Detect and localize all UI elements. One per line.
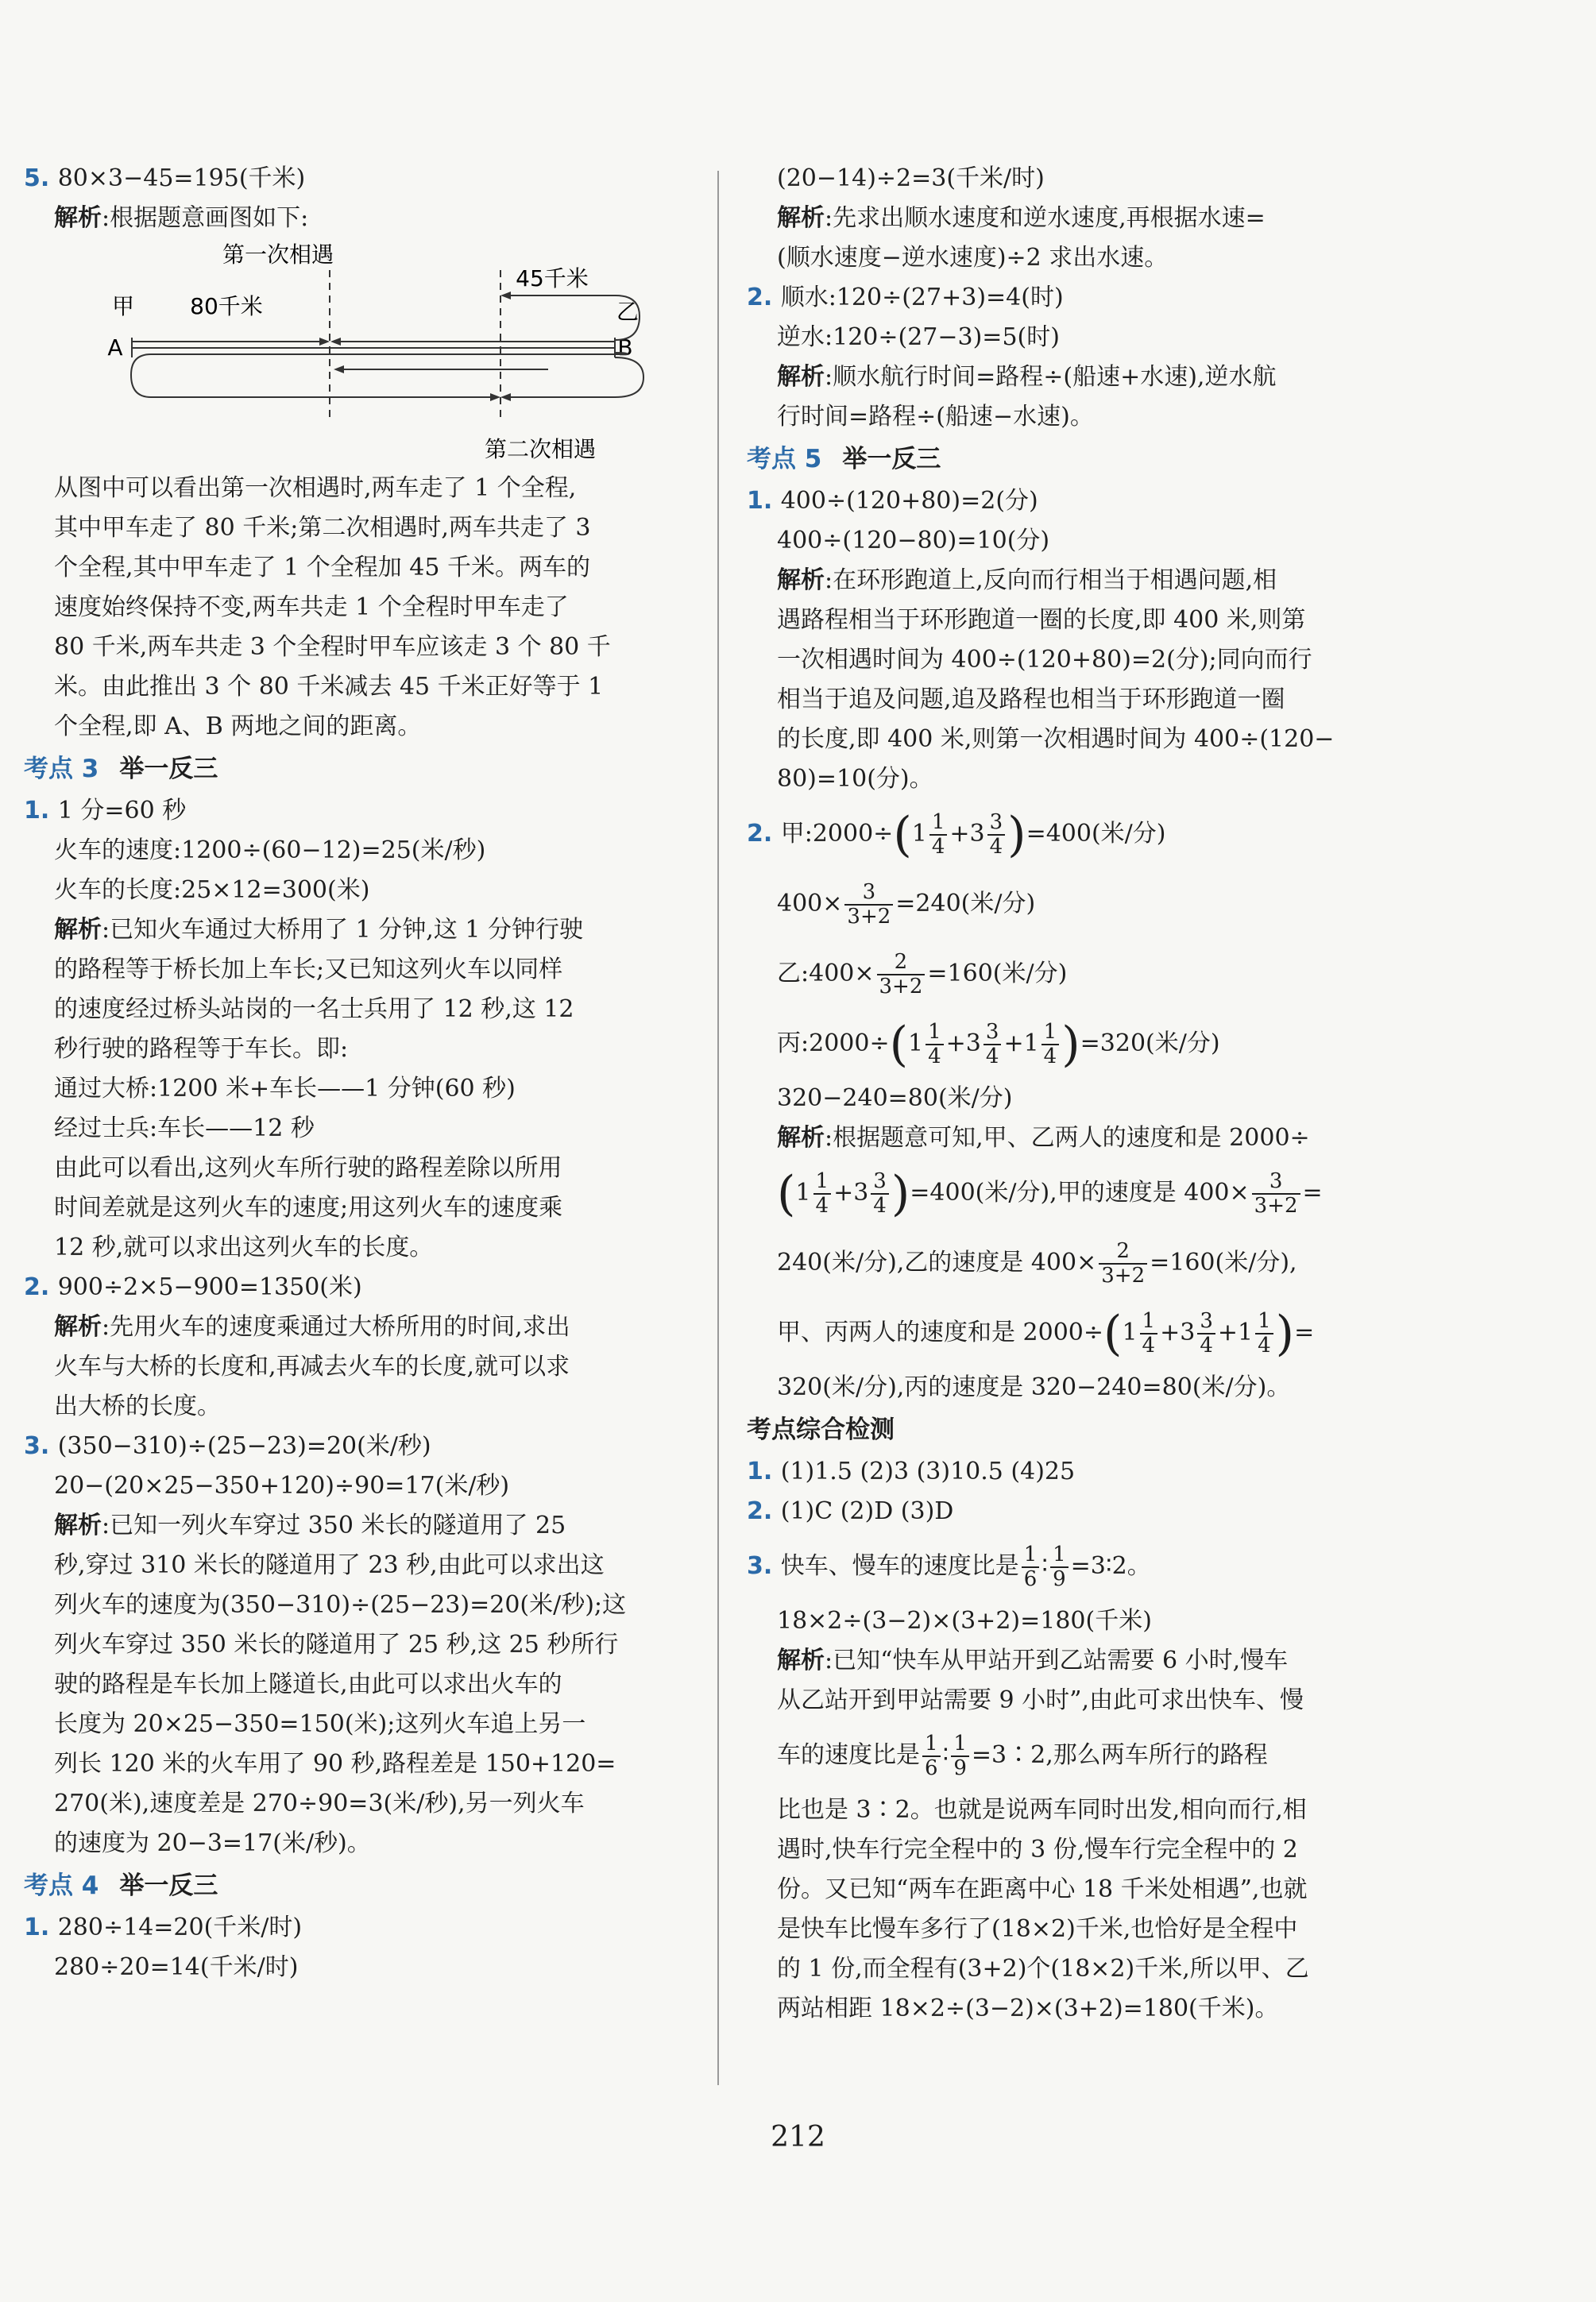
bracket-left: ( — [893, 807, 912, 863]
fraction-line — [747, 1158, 1418, 1228]
q5-analysis-intro — [24, 199, 703, 238]
denominator: 4 — [989, 835, 1003, 859]
point-a-label: A — [107, 334, 123, 361]
text-line: 长度为 20×25−350=150(米);这列火车追上另一 — [54, 1710, 586, 1738]
bracket-right: ) — [1061, 1017, 1080, 1072]
text-run: =160(米/分) — [927, 960, 1068, 987]
whole-part: 3 — [1180, 1319, 1196, 1346]
text-run: = — [1302, 1179, 1323, 1207]
text-run: 2. 甲:2000÷ — [747, 820, 894, 848]
bracket-right: ) — [1007, 807, 1026, 863]
fraction-line — [747, 869, 1418, 939]
fraction — [877, 951, 926, 998]
section-label: 考点 4 — [24, 1871, 99, 1900]
text-line: 列长 120 米的火车用了 90 秒,路程差是 150+120= — [54, 1750, 616, 1778]
denominator: 3+2 — [1254, 1194, 1298, 1218]
answer-line: 20−(20×25−350+120)÷90=17(米/秒) — [54, 1472, 510, 1500]
numerator: 1 — [951, 1732, 969, 1757]
text-line: 是快车比慢车多行了(18×2)千米,也恰好是全程中 — [777, 1915, 1298, 1943]
dist-80-label: 80千米 — [190, 293, 263, 319]
text-line: 列火车的速度为(350−310)÷(25−23)=20(米/秒);这 — [54, 1591, 627, 1619]
yi-label: 乙 — [616, 299, 640, 325]
text-line: 解析:先用火车的速度乘通过大桥所用的时间,求出 — [54, 1313, 570, 1341]
section-heading-kd5 — [747, 437, 1418, 481]
text-line: 个全程,即 A、B 两地之间的距离。 — [54, 713, 422, 740]
text-run: =400(米/分),甲的速度是 400× — [910, 1179, 1250, 1207]
denominator: 4 — [815, 1194, 829, 1218]
fraction — [951, 1732, 969, 1780]
question-number: 3. — [747, 1552, 781, 1580]
meeting-diagram-svg — [24, 238, 675, 469]
answer-line: 火车的长度:25×12=300(米) — [54, 876, 370, 904]
fraction — [1041, 1021, 1060, 1068]
question-number: 2. — [747, 820, 781, 848]
jia-label: 甲 — [111, 293, 135, 319]
answer-line: 2. 900÷2×5−900=1350(米) — [24, 1273, 362, 1301]
answer-line: 1. 400÷(120+80)=2(分) — [747, 487, 1038, 515]
whole-part: 1 — [1122, 1319, 1138, 1346]
denominator: 4 — [1200, 1334, 1213, 1358]
text-line: 的长度,即 400 米,则第一次相遇时间为 400÷(120− — [777, 725, 1335, 753]
numerator: 1 — [1022, 1543, 1040, 1568]
text-line: 米。由此推出 3 个 80 千米减去 45 千米正好等于 1 — [54, 673, 604, 701]
text-line: 通过大桥:1200 米+车长——1 分钟(60 秒) — [54, 1075, 516, 1103]
analysis-label: 解析 — [777, 566, 825, 594]
numerator: 2 — [877, 951, 926, 975]
operator: + — [1217, 1319, 1239, 1346]
text-line: 出大桥的长度。 — [54, 1392, 221, 1420]
column-divider — [717, 171, 719, 2085]
question-number: 2. — [747, 1497, 781, 1525]
text-line: 12 秒,就可以求出这列火车的长度。 — [54, 1234, 434, 1261]
text-line: 一次相遇时间为 400÷(120+80)=2(分);同向而行 — [777, 646, 1312, 674]
section-title: 举一反三 — [842, 445, 941, 473]
analysis-text: :根据题意画图如下: — [102, 204, 309, 232]
fraction — [922, 1732, 941, 1780]
denominator: 4 — [1043, 1045, 1057, 1068]
text-line: 80 千米,两车共走 3 个全程时甲车应该走 3 个 80 千 — [54, 633, 611, 661]
whole-part: 3 — [853, 1179, 869, 1207]
fraction — [844, 881, 893, 929]
text-line: 两站相距 18×2÷(3−2)×(3+2)=180(千米)。 — [777, 1995, 1279, 2022]
numerator: 3 — [983, 1021, 1002, 1045]
fraction-line — [747, 939, 1418, 1009]
text-run: 400× — [777, 890, 843, 917]
text-line: 的速度经过桥头站岗的一名士兵用了 12 秒,这 12 — [54, 995, 574, 1023]
section-label: 考点 3 — [24, 755, 99, 783]
numerator: 3 — [844, 881, 893, 906]
text-line: 秒,穿过 310 米长的隧道用了 23 秒,由此可以求出这 — [54, 1551, 605, 1579]
text-line: (顺水速度−逆水速度)÷2 求出水速。 — [777, 244, 1169, 272]
text-line: 驶的路程是车长加上隧道长,由此可以求出火车的 — [54, 1670, 562, 1698]
meeting-diagram — [24, 238, 675, 469]
kd3-q1-analysis — [24, 910, 703, 1268]
answer-line: 280÷20=14(千米/时) — [54, 1953, 299, 1981]
answer-line: 1. 280÷14=20(千米/时) — [24, 1914, 303, 1941]
text-line: 比也是 3∶2。也就是说两车同时出发,相向而行,相 — [777, 1796, 1307, 1824]
numerator: 3 — [871, 1170, 889, 1195]
fraction-line — [747, 1721, 1418, 1790]
answer-line: 火车的速度:1200÷(60−12)=25(米/秒) — [54, 836, 486, 864]
text-line: 秒行驶的路程等于车长。即: — [54, 1035, 349, 1063]
fraction — [1197, 1310, 1215, 1358]
numerator: 1 — [922, 1732, 941, 1757]
operator: + — [1160, 1319, 1181, 1346]
answer-line: 2. 顺水:120÷(27+3)=4(时) — [747, 284, 1064, 311]
text-line: 的路程等于桥长加上车长;又已知这列火车以同样 — [54, 956, 563, 983]
fraction — [926, 1021, 944, 1068]
fraction — [929, 811, 948, 859]
whole-part: 3 — [969, 820, 985, 848]
denominator: 4 — [931, 835, 945, 859]
bracket-right: ) — [891, 1166, 910, 1222]
operator: + — [1003, 1029, 1024, 1057]
fraction — [1022, 1543, 1040, 1591]
text-run: =400(米/分) — [1026, 820, 1166, 848]
operator: ∶ — [1041, 1552, 1049, 1580]
denominator: 6 — [1023, 1567, 1038, 1591]
text-line: 解析:已知一列火车穿过 350 米长的隧道用了 25 — [54, 1512, 566, 1539]
text-line: 解析:在环形跑道上,反向而行相当于相遇问题,相 — [777, 566, 1277, 594]
denominator: 4 — [1258, 1334, 1271, 1358]
question-number: 1. — [747, 1458, 781, 1485]
text-line: 个全程,其中甲车走了 1 个全程加 45 千米。两车的 — [54, 554, 590, 581]
bracket-right: ) — [1275, 1306, 1295, 1362]
text-line: 80)=10(分)。 — [777, 765, 933, 793]
question-number: 2. — [24, 1273, 58, 1301]
fraction — [813, 1170, 832, 1218]
whole-part: 1 — [795, 1179, 811, 1207]
text-line: 解析:先求出顺水速度和逆水速度,再根据水速= — [777, 204, 1266, 232]
answer-line: 1. (1)1.5 (2)3 (3)10.5 (4)25 — [747, 1458, 1076, 1485]
right-column — [747, 159, 1418, 2029]
numerator: 3 — [1252, 1170, 1300, 1195]
answer-line: 2. (1)C (2)D (3)D — [747, 1497, 954, 1525]
fraction-line — [747, 1531, 1418, 1601]
text-line: 速度始终保持不变,两车共走 1 个全程时甲车走了 — [54, 593, 569, 621]
numerator: 1 — [813, 1170, 832, 1195]
text-line: 时间差就是这列火车的速度;用这列火车的速度乘 — [54, 1194, 563, 1222]
section-heading-kd3 — [24, 747, 703, 791]
denominator: 3+2 — [1101, 1264, 1146, 1288]
fraction — [983, 1021, 1002, 1068]
whole-part: 1 — [911, 820, 927, 848]
text-line: 遇路程相当于环形跑道一圈的长度,即 400 米,则第 — [777, 606, 1306, 634]
text-line: 份。又已知“两车在距离中心 18 千米处相遇”,也就 — [777, 1875, 1308, 1903]
answer-line: (20−14)÷2=3(千米/时) — [777, 164, 1045, 192]
analysis-label: 解析 — [54, 204, 102, 232]
denominator: 4 — [1142, 1334, 1156, 1358]
answer-line: 320−240=80(米/分) — [777, 1084, 1013, 1112]
text-run: 3. 快车、慢车的速度比是 — [747, 1552, 1019, 1580]
denominator: 6 — [925, 1756, 938, 1780]
left-column — [24, 159, 703, 1987]
text-run: =240(米/分) — [895, 890, 1036, 917]
bracket-left: ( — [1103, 1306, 1123, 1362]
first-meet-label: 第一次相遇 — [222, 241, 334, 268]
q5-explain — [24, 469, 703, 747]
text-run: = — [1294, 1319, 1315, 1346]
fraction — [1252, 1170, 1300, 1218]
denominator: 3+2 — [879, 975, 923, 998]
question-number: 1. — [24, 797, 58, 825]
bracket-left: ( — [889, 1017, 909, 1072]
text-run: 甲、丙两人的速度和是 2000÷ — [777, 1319, 1104, 1346]
numerator: 1 — [926, 1021, 944, 1045]
text-run: 车的速度比是 — [777, 1741, 920, 1769]
text-run: =3∶2。 — [1070, 1552, 1151, 1580]
denominator: 3+2 — [847, 905, 891, 929]
denominator: 9 — [953, 1756, 967, 1780]
text-line: 火车与大桥的长度和,再减去火车的长度,就可以求 — [54, 1353, 570, 1381]
denominator: 4 — [985, 1045, 999, 1068]
kd5-q1-analysis — [747, 561, 1418, 799]
page-number: 212 — [771, 2121, 825, 2153]
analysis-label: 解析 — [777, 1124, 825, 1152]
text-run: 乙:400× — [777, 960, 875, 987]
numerator: 1 — [1041, 1021, 1060, 1045]
numerator: 1 — [1140, 1310, 1158, 1334]
answer-line: 3. (350−310)÷(25−23)=20(米/秒) — [24, 1432, 431, 1460]
section-heading-kd4 — [24, 1864, 703, 1908]
point-b-label: B — [617, 334, 633, 361]
whole-part: 1 — [1238, 1319, 1254, 1346]
analysis-label: 解析 — [54, 1512, 102, 1539]
fraction-line — [747, 1298, 1418, 1368]
question-number: 1. — [24, 1914, 58, 1941]
question-number: 1. — [747, 487, 781, 515]
fraction — [1140, 1310, 1158, 1358]
text-line: 行时间=路程÷(船速−水速)。 — [777, 403, 1094, 431]
text-line: 经过士兵:车长——12 秒 — [54, 1114, 315, 1142]
denominator: 4 — [928, 1045, 941, 1068]
numerator: 1 — [1255, 1310, 1273, 1334]
text-line: 从图中可以看出第一次相遇时,两车走了 1 个全程, — [54, 474, 577, 502]
text-line: 其中甲车走了 80 千米;第二次相遇时,两车共走了 3 — [54, 514, 591, 542]
text-line: 遇时,快车行完全程中的 3 份,慢车行完全程中的 2 — [777, 1836, 1298, 1864]
numerator: 1 — [929, 811, 948, 836]
fraction — [1099, 1240, 1147, 1288]
whole-part: 1 — [1023, 1029, 1039, 1057]
section-title: 举一反三 — [119, 755, 218, 783]
whole-part: 1 — [908, 1029, 924, 1057]
analysis-label: 解析 — [54, 1313, 102, 1341]
operator: ∶ — [942, 1741, 949, 1769]
section-title: 举一反三 — [119, 1871, 218, 1900]
denominator: 4 — [873, 1194, 887, 1218]
denominator: 9 — [1053, 1567, 1066, 1591]
second-meet-label: 第二次相遇 — [484, 436, 597, 462]
answer-line: 400÷(120−80)=10(分) — [777, 527, 1050, 554]
text-run: =3∶2,那么两车所行的路程 — [971, 1741, 1268, 1769]
fraction — [871, 1170, 889, 1218]
text-line: 相当于追及问题,追及路程也相当于环形跑道一圈 — [777, 686, 1285, 713]
text-line: 的速度为 20−3=17(米/秒)。 — [54, 1829, 371, 1857]
operator: + — [945, 1029, 966, 1057]
text-line: 列火车穿过 350 米长的隧道用了 25 秒,这 25 秒所行 — [54, 1631, 619, 1659]
analysis-label: 解析 — [54, 916, 102, 944]
analysis-label: 解析 — [777, 204, 825, 232]
section-heading-zh — [747, 1408, 1418, 1452]
text-line: 的 1 份,而全程有(3+2)个(18×2)千米,所以甲、乙 — [777, 1955, 1309, 1983]
kd3-q3-analysis — [24, 1506, 703, 1864]
text-line: 解析:已知火车通过大桥用了 1 分钟,这 1 分钟行驶 — [54, 916, 583, 944]
question-number: 3. — [24, 1432, 58, 1460]
answer-line: 逆水:120÷(27−3)=5(时) — [777, 323, 1060, 351]
text-line: 由此可以看出,这列火车所行驶的路程差除以所用 — [54, 1154, 562, 1182]
fraction — [987, 811, 1006, 859]
section-label: 考点 5 — [747, 445, 822, 473]
fraction-line — [747, 1228, 1418, 1298]
fraction — [1255, 1310, 1273, 1358]
analysis-label: 解析 — [777, 363, 825, 391]
whole-part: 3 — [965, 1029, 981, 1057]
q5-answer: 5. 80×3−45=195(千米) — [24, 164, 306, 192]
text-line: 320(米/分),丙的速度是 320−240=80(米/分)。 — [777, 1373, 1291, 1401]
numerator: 2 — [1099, 1240, 1147, 1265]
operator: + — [949, 820, 970, 848]
answer-line: 18×2÷(3−2)×(3+2)=180(千米) — [777, 1607, 1152, 1635]
question-number: 5. — [24, 164, 58, 192]
fraction-line — [747, 1009, 1418, 1079]
section-title: 考点综合检测 — [747, 1416, 895, 1444]
text-line: 解析:顺水航行时间=路程÷(船速+水速),逆水航 — [777, 363, 1277, 391]
text-run: 240(米/分),乙的速度是 400× — [777, 1249, 1097, 1277]
text-run: =320(米/分) — [1080, 1029, 1220, 1057]
text-run: =160(米/分), — [1150, 1249, 1297, 1277]
text-line: 解析:根据题意可知,甲、乙两人的速度和是 2000÷ — [777, 1124, 1310, 1152]
question-number: 2. — [747, 284, 781, 311]
text-line: 270(米),速度差是 270÷90=3(米/秒),另一列火车 — [54, 1790, 585, 1817]
text-run: 丙:2000÷ — [777, 1029, 890, 1057]
numerator: 3 — [1197, 1310, 1215, 1334]
fraction — [1050, 1543, 1069, 1591]
numerator: 3 — [987, 811, 1006, 836]
analysis-label: 解析 — [777, 1647, 825, 1674]
bracket-left: ( — [777, 1166, 796, 1222]
fraction-line — [747, 799, 1418, 869]
dist-45-label: 45千米 — [516, 265, 589, 292]
numerator: 1 — [1050, 1543, 1069, 1568]
operator: + — [833, 1179, 854, 1207]
text-line: 从乙站开到甲站需要 9 小时”,由此可求出快车、慢 — [777, 1686, 1304, 1714]
text-line: 解析:已知“快车从甲站开到乙站需要 6 小时,慢车 — [777, 1647, 1289, 1674]
answer-line: 1. 1 分=60 秒 — [24, 797, 187, 825]
